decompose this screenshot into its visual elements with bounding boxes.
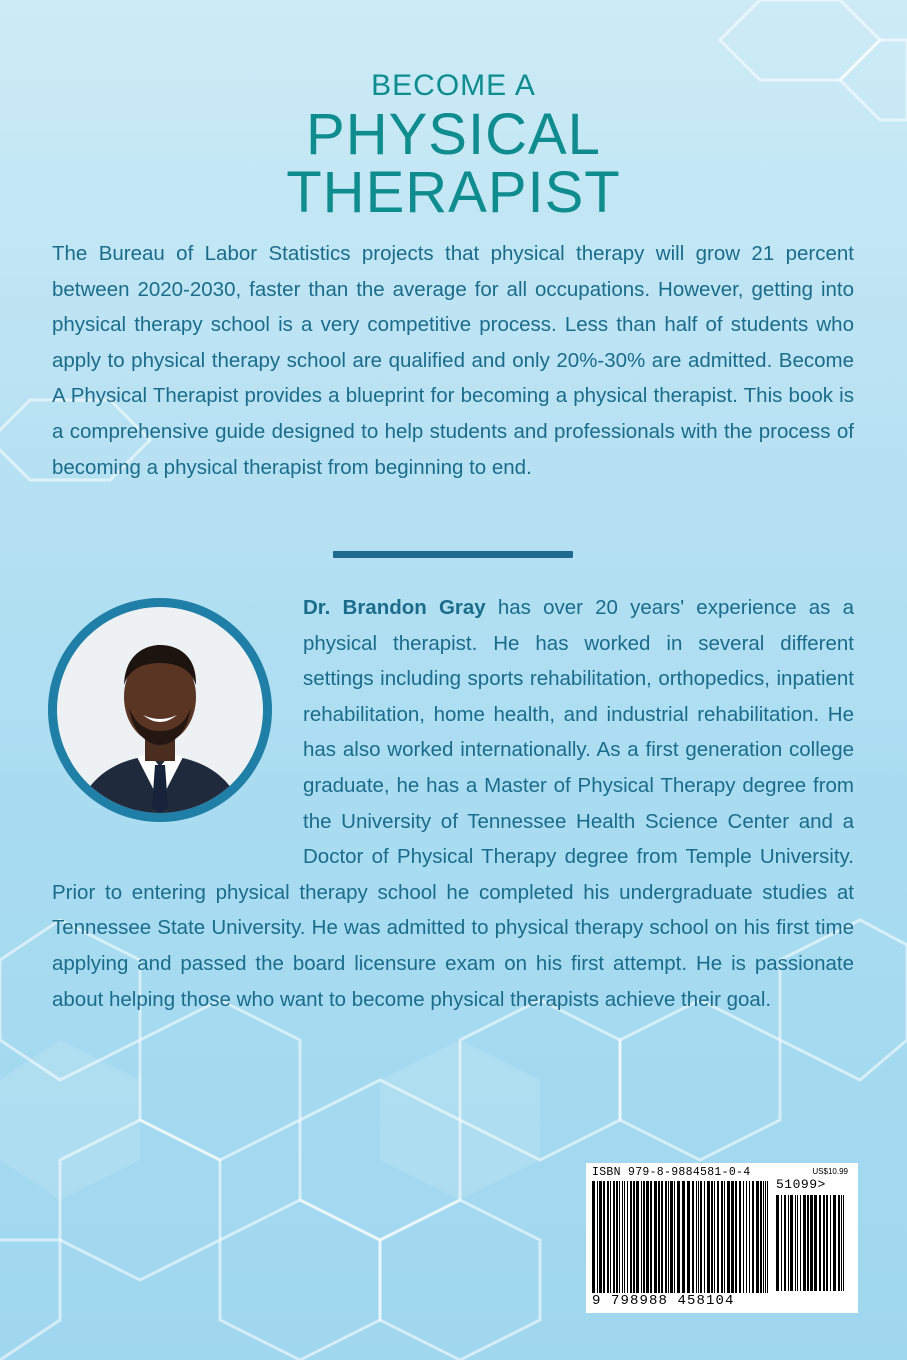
barcode-bar: [707, 1181, 710, 1293]
barcode-bar: [746, 1181, 747, 1293]
barcode-bar: [752, 1181, 754, 1293]
barcode-bar: [763, 1181, 764, 1293]
barcode-bar: [658, 1181, 660, 1293]
barcode-bar: [823, 1195, 825, 1291]
author-bio-text: has over 20 years' experience as a physical therapist. He has worked in several different settings including sports rehabilitation, orthopedics, inpatient rehabilitation, home health, and industrial rehabilitation. He has also worked internationally. As a first generation college graduate, he has a Master of Physical Therapy degree from the University of Tennessee Health Science Center and a Doctor of Physical Therapy degree from Temple University. Prior to entering physical therapy school he completed his undergraduate studies at Tennessee State University. He was admitted to physical therapy school on his first time applying and passed the board licensure exam on his first attempt. He is passionate about helping those who want to become physical therapists achieve their goal.: [52, 596, 854, 1011]
section-divider: [333, 551, 573, 558]
author-bio: [52, 590, 854, 1017]
barcode-bar: [668, 1181, 669, 1293]
book-title: [0, 66, 907, 225]
barcode-bar: [797, 1195, 798, 1291]
barcode-bar: [613, 1181, 615, 1293]
barcode-bar: [800, 1195, 801, 1291]
barcode-bar: [711, 1181, 713, 1293]
barcode-bar: [677, 1181, 680, 1293]
barcode-bar: [717, 1181, 719, 1293]
barcode-bar: [627, 1181, 628, 1293]
title-line-2: PHYSICAL: [306, 102, 601, 167]
barcode-bar: [687, 1181, 690, 1293]
barcode-bar: [838, 1195, 840, 1291]
barcode-bar: [643, 1181, 645, 1293]
photo-spacer: [52, 590, 303, 840]
isbn-barcode: [586, 1163, 858, 1313]
barcode-bar: [630, 1181, 632, 1293]
barcode-bar: [788, 1195, 789, 1291]
addon-code: 51099>: [776, 1177, 826, 1192]
barcode-bar: [781, 1195, 782, 1291]
barcode-bar: [795, 1195, 796, 1291]
barcode-bar: [731, 1181, 734, 1293]
barcode-bar: [830, 1195, 831, 1291]
barcode-bar: [756, 1181, 759, 1293]
barcode-bar: [819, 1195, 821, 1291]
barcode-bar: [767, 1181, 768, 1293]
barcode-bar: [646, 1181, 649, 1293]
barcode-bar: [599, 1181, 602, 1293]
barcode-bar: [739, 1181, 741, 1293]
barcode-bar: [622, 1181, 623, 1293]
barcode-bar: [619, 1181, 620, 1293]
barcode-bar: [749, 1181, 750, 1293]
barcode-bar: [784, 1195, 786, 1291]
barcode-bar: [696, 1181, 697, 1293]
barcode-bar: [682, 1181, 685, 1293]
barcode-bar: [727, 1181, 730, 1293]
barcode-bar: [597, 1181, 598, 1293]
barcode-bar: [661, 1181, 663, 1293]
title-line-1: BECOME A: [371, 69, 536, 102]
title-line-3: THERAPIST: [286, 160, 621, 225]
barcode-bar: [700, 1181, 702, 1293]
barcode-bar: [636, 1181, 639, 1293]
barcode-bar: [603, 1181, 605, 1293]
barcode-bar: [698, 1181, 699, 1293]
price-label: US$10.99: [812, 1167, 848, 1176]
barcode-bar: [665, 1181, 667, 1293]
barcode-bar: [592, 1181, 595, 1293]
barcode-bar: [650, 1181, 652, 1293]
barcode-bar: [826, 1195, 828, 1291]
barcode-bar: [624, 1181, 625, 1293]
barcode-bar: [743, 1181, 744, 1293]
barcode-bar: [704, 1181, 705, 1293]
barcode-bar: [714, 1181, 715, 1293]
barcode-bar: [803, 1195, 806, 1291]
barcode-bar: [610, 1181, 611, 1293]
barcode-bar: [760, 1181, 762, 1293]
book-description: The Bureau of Labor Statistics projects that physical therapy will grow 21 percent between 2020-2030, faster than the average for all occupations. However, getting into physical therapy school is a very competitive process. Less than half of students who apply to physical therapy school are qualified and only 20%-30% are admitted. Become A Physical Therapist provides a blueprint for becoming a physical therapist. This book is a comprehensive guide designed to help students and professionals with the process of becoming a physical therapist from beginning to end.: [52, 242, 854, 479]
barcode-bar: [692, 1181, 694, 1293]
isbn-label: ISBN 979-8-9884581-0-4: [592, 1166, 751, 1179]
ean-barcode-bars: [592, 1181, 772, 1293]
addon-barcode-bars: [776, 1195, 850, 1291]
barcode-bar: [833, 1195, 836, 1291]
barcode-bar: [735, 1181, 737, 1293]
barcode-bar: [641, 1181, 642, 1293]
barcode-bar: [776, 1195, 779, 1291]
barcode-bar: [633, 1181, 635, 1293]
barcode-bar: [670, 1181, 673, 1293]
barcode-bar: [721, 1181, 723, 1293]
barcode-bar: [607, 1181, 609, 1293]
barcode-bar: [814, 1195, 817, 1291]
barcode-bar: [841, 1195, 842, 1291]
author-name: Dr. Brandon Gray: [303, 596, 486, 619]
ean-number: 9 798988 458104: [592, 1293, 735, 1309]
barcode-bar: [616, 1181, 618, 1293]
barcode-bar: [654, 1181, 657, 1293]
barcode-bar: [843, 1195, 844, 1291]
barcode-bar: [765, 1181, 766, 1293]
barcode-bar: [807, 1195, 809, 1291]
barcode-bar: [674, 1181, 675, 1293]
barcode-bar: [810, 1195, 813, 1291]
barcode-bar: [724, 1181, 725, 1293]
barcode-bar: [790, 1195, 793, 1291]
